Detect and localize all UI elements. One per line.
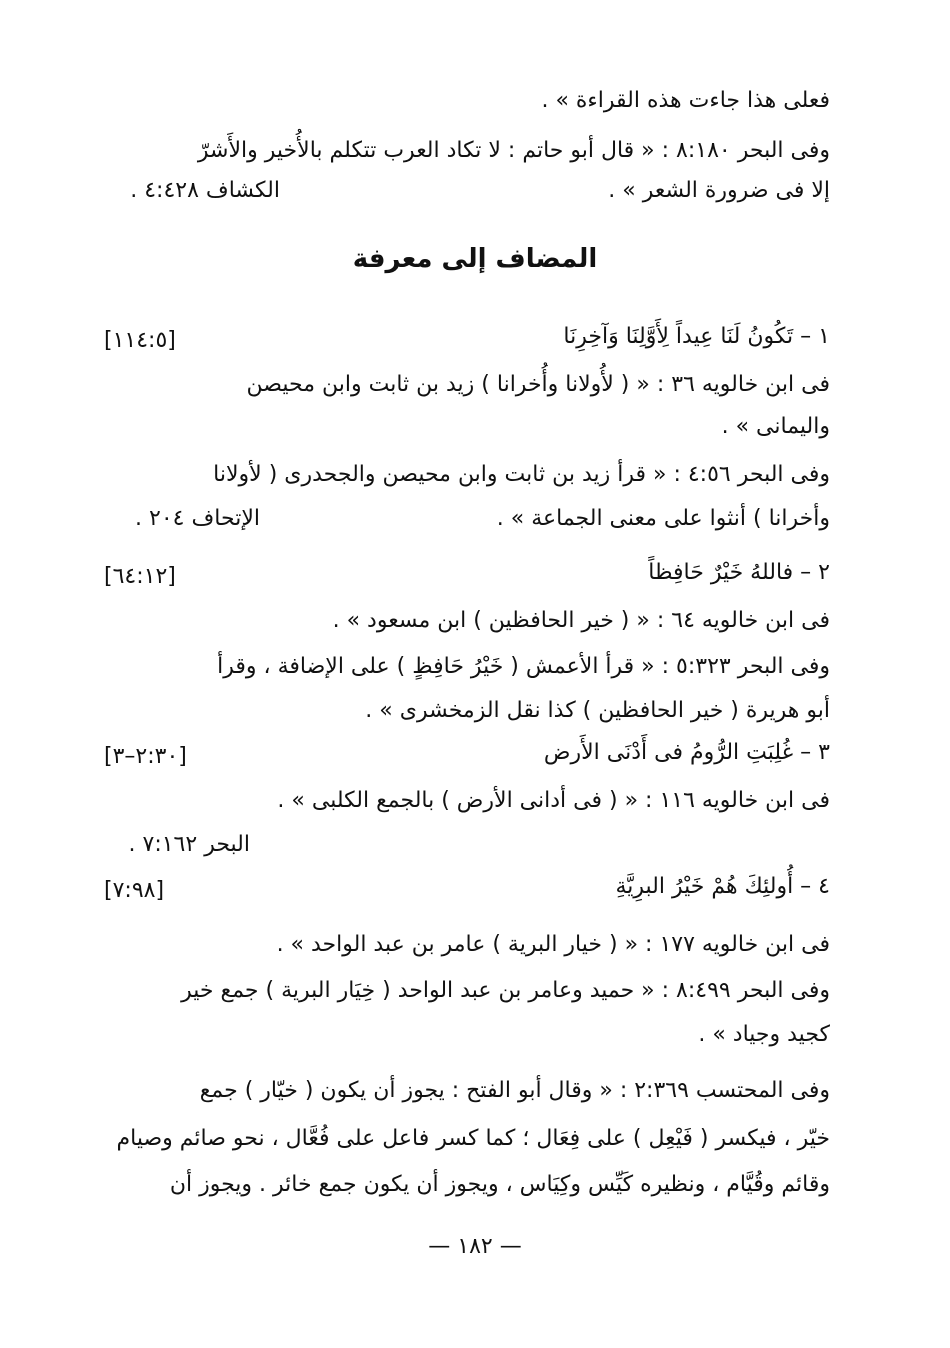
verse-reference: [٢:٣٠–٣] [104, 744, 187, 769]
verse-line: ٢ – فاللهُ خَيْرٌ حَافِظاً [648, 560, 830, 585]
text-line: وفى المحتسب ٢:٣٦٩ : « وقال أبو الفتح : يجوز أن يكون ( خيّار ) جمع [199, 1078, 830, 1103]
text-line: فى ابن خالويه ٦٤ : « ( خير الحافظين ) ابن مسعود » . [332, 608, 830, 633]
text-line: خيّر ، فيكسر ( فَيْعِل ) على فِعَال ؛ كما كسر فاعل على فُعَّال ، نحو صائم وصيام [116, 1126, 830, 1151]
verse-line: ٣ – غُلِبَتِ الرُّومُ فى أَدْنَى الأَرض [543, 740, 830, 765]
text-line: وقائم وقُيَّام ، ونظيره كَيِّس وكِيَاس ، ويجوز أن يكون جمع خائر . ويجوز أن [169, 1172, 830, 1197]
text-line: فى ابن خالويه ١٧٧ : « ( خيار البرية ) عامر بن عبد الواحد » . [276, 932, 830, 957]
text-line: كجيد وجياد » . [698, 1022, 830, 1047]
reference-note: الإتحاف ٢٠٤ . [135, 506, 260, 531]
verse-reference: [٦٤:١٢] [104, 564, 176, 589]
verse-line: ٤ – أُولئِكَ هُمْ خَيْرُ البرِيَّةِ [615, 874, 830, 899]
text-line: وفى البحر ٨:٤٩٩ : « حميد وعامر بن عبد الواحد ( خِيَار البرية ) جمع خير [181, 978, 830, 1003]
page-number: — ١٨٢ — [428, 1234, 522, 1259]
section-heading: المضاف إلى معرفة [352, 244, 598, 274]
text-line: وفى البحر ٨:١٨٠ : « قال أبو حاتم : لا تكاد العرب تتكلم بالأُخير والأَشرّ [197, 138, 830, 163]
verse-reference: [١١٤:٥] [104, 328, 176, 353]
text-line: فى ابن خالويه ١١٦ : « ( فى أدانى الأرض ) بالجمع الكلبى » . [277, 788, 830, 813]
reference-note: البحر ٧:١٦٢ . [128, 832, 250, 857]
text-line: وأخرانا ) أنثوا على معنى الجماعة » . [496, 506, 830, 531]
verse-reference: [٧:٩٨] [104, 878, 165, 903]
text-line: فى ابن خالويه ٣٦ : « ( لأُولانا وأُخرانا ) زيد بن ثابت وابن محيصن [246, 372, 830, 397]
text-line: واليمانى » . [721, 414, 830, 439]
text-line: إلا فى ضرورة الشعر » . [608, 178, 830, 203]
text-line: وفى البحر ٥:٣٢٣ : « قرأ الأعمش ( خَيْرُ حَافِظٍ ) على الإضافة ، وقرأ [217, 654, 830, 679]
reference-note: الكشاف ٤:٤٢٨ . [130, 178, 280, 203]
text-line: أبو هريرة ( خير الحافظين ) كذا نقل الزمخشرى » . [365, 698, 830, 723]
verse-line: ١ – تَكُونُ لَنَا عِيداً لِأَوَّلِنَا وَآخِرِنَا [563, 324, 830, 349]
text-line: فعلى هذا جاءت هذه القراءة » . [541, 88, 830, 113]
text-line: وفى البحر ٤:٥٦ : « قرأ زيد بن ثابت وابن محيصن والجحدرى ( لأولانا [213, 462, 830, 487]
